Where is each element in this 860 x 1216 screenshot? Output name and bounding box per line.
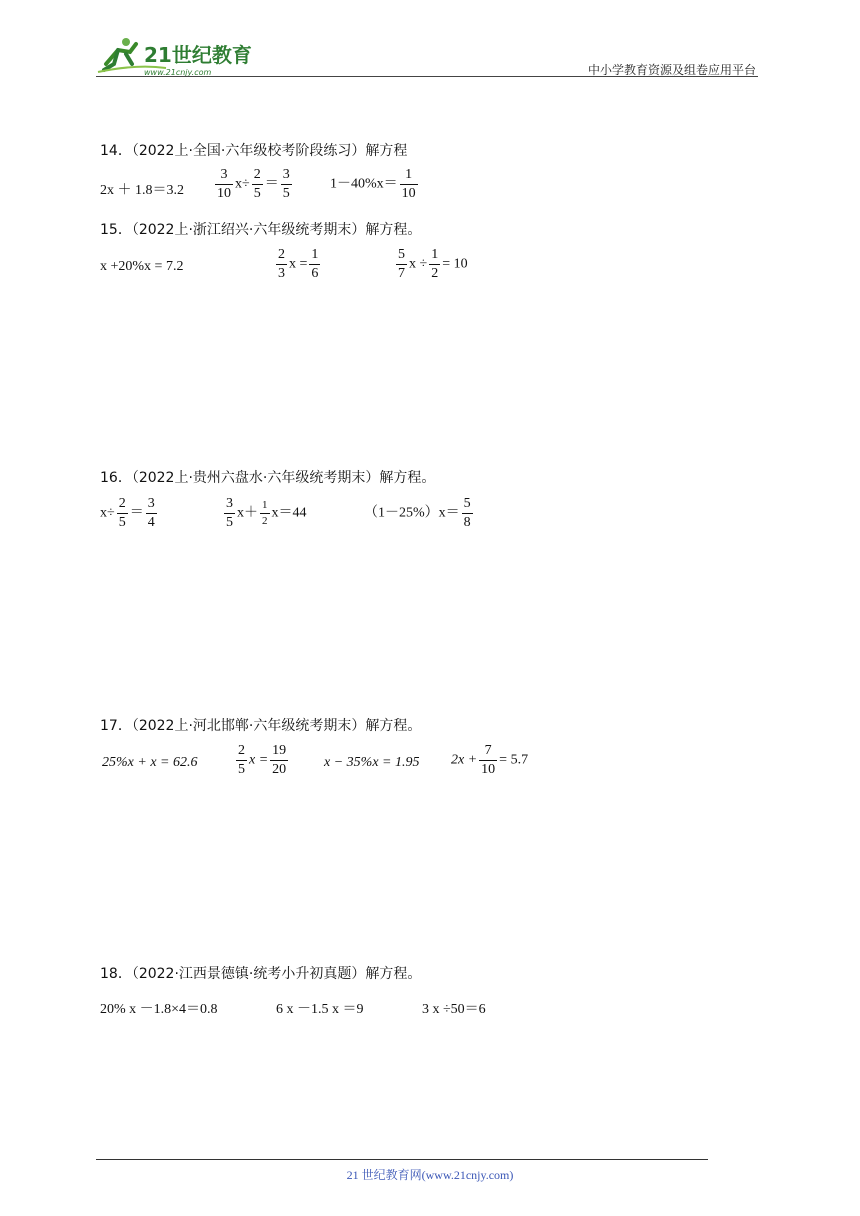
- footer-divider: [96, 1159, 708, 1160]
- q14-eq3: 1－40%x＝ $\frac{1}{10}$: [330, 167, 416, 201]
- q15-eq3: $\frac{5}{7}$ x ÷ $\frac{1}{2}$ = 10: [398, 247, 468, 281]
- q18-eq2: 6 x －1.5 x ＝9: [276, 1002, 364, 1017]
- q18-eq1: 20% x －1.8×4＝0.8: [100, 1002, 218, 1017]
- q17-eq1: 25%x + x = 62.6: [102, 755, 198, 770]
- q16-eq3: （1－25%）x＝ $\frac{5}{8}$: [364, 496, 471, 530]
- q17-eq4: 2x + $\frac{7}{10}$ = 5.7: [451, 743, 529, 777]
- q14-eq1: 2x ＋ 1.8＝3.2: [100, 183, 184, 198]
- q16-title: 16．（2022上·贵州六盘水·六年级统考期末）解方程。: [100, 470, 436, 486]
- header-tagline: 中小学教育资源及组卷应用平台: [587, 63, 756, 77]
- site-logo: [96, 34, 266, 78]
- q16-eq1: x÷ $\frac{2}{5}$ ＝ $\frac{3}{4}$: [100, 496, 155, 530]
- q16-eq2: $\frac{3}{5}$ x＋ $\frac{1}{2}$ x＝44: [226, 496, 307, 530]
- header-divider: [96, 76, 758, 77]
- svg-text:www.21cnjy.com: www.21cnjy.com: [144, 68, 212, 77]
- svg-text:21世纪教育: 21世纪教育: [144, 43, 252, 67]
- q18-title: 18．（2022·江西景德镇·统考小升初真题）解方程。: [100, 966, 422, 982]
- q14-title: 14．（2022上·全国·六年级校考阶段练习）解方程: [100, 143, 408, 159]
- q14-eq2: $\frac{3}{10}$ x÷ $\frac{2}{5}$ ＝ $\frac{3}{5}$: [217, 167, 290, 201]
- q15-eq1: x +20%x = 7.2: [100, 259, 184, 274]
- q18-eq3: 3 x ÷50＝6: [422, 1002, 486, 1017]
- runner-logo-icon: [96, 34, 266, 78]
- q17-eq2: $\frac{2}{5}$ x = $\frac{19}{20}$: [238, 743, 287, 777]
- q15-eq2: $\frac{2}{3}$ x = $\frac{1}{6}$: [278, 247, 319, 281]
- footer-link[interactable]: 21 世纪教育网(www.21cnjy.com): [346, 1168, 514, 1182]
- q17-eq3: x − 35%x = 1.95: [324, 755, 420, 770]
- q15-title: 15．（2022上·浙江绍兴·六年级统考期末）解方程。: [100, 222, 422, 238]
- q17-title: 17．（2022上·河北邯郸·六年级统考期末）解方程。: [100, 718, 422, 734]
